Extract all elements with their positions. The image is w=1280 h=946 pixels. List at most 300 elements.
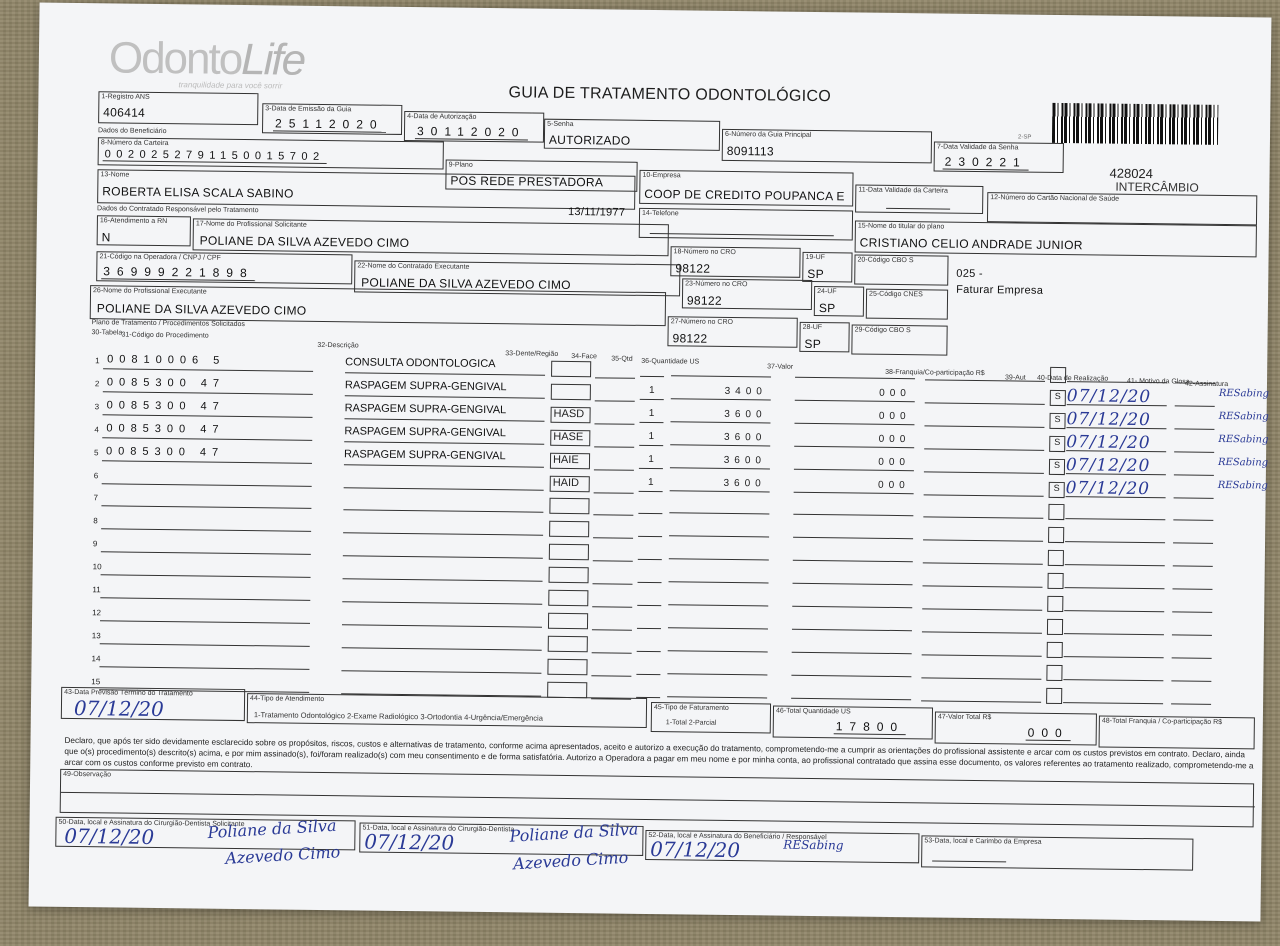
row-signature (1217, 548, 1280, 567)
quantity-field[interactable]: 1 (639, 476, 663, 491)
description-field[interactable] (344, 471, 544, 490)
divider (61, 792, 1255, 808)
aut-field[interactable] (1047, 573, 1063, 589)
dentist-signature-1: Poliane da Silva (207, 815, 337, 843)
glosa-field[interactable] (1174, 414, 1214, 429)
logo-tagline: tranquilidade para você sorrir (178, 80, 283, 91)
quantity-field[interactable]: 1 (640, 385, 664, 400)
label: 44-Tipo de Atendimento (250, 695, 325, 704)
field-carteira[interactable] (98, 137, 444, 169)
field-cbo-29[interactable] (851, 324, 947, 355)
region-field[interactable] (549, 498, 589, 514)
quantity-field[interactable] (637, 614, 661, 629)
label: 23-Número no CRO (685, 280, 748, 289)
value: SP (818, 301, 836, 316)
realization-date-field[interactable] (1064, 569, 1164, 589)
quantity-field[interactable] (636, 660, 660, 675)
value-field[interactable] (793, 524, 913, 539)
value-field[interactable] (793, 501, 913, 516)
field-uf-24[interactable] (814, 286, 864, 317)
quantity-field[interactable] (636, 682, 660, 697)
description-field[interactable] (341, 677, 541, 696)
procedure-code-field[interactable]: 0085300 47 (103, 399, 313, 418)
field-cnes[interactable] (866, 289, 948, 320)
faturar-text: Faturar Empresa (956, 283, 1044, 297)
value-field[interactable]: 000 (794, 478, 914, 493)
value: 25112020 (273, 116, 386, 132)
copart-field[interactable] (921, 686, 1041, 702)
value: 406414 (103, 105, 146, 120)
field-cro-18[interactable] (670, 246, 800, 278)
field-guia-principal[interactable] (722, 129, 932, 164)
glosa-field[interactable] (1171, 666, 1211, 681)
region-field[interactable]: HAIE (550, 452, 590, 468)
label: 16-Atendimento a RN (99, 217, 168, 226)
value-field[interactable]: 000 (795, 387, 915, 402)
row-number: 9 (92, 539, 98, 549)
face-field[interactable] (593, 499, 633, 516)
field-cro-23[interactable] (682, 278, 812, 310)
label: 28-UF (802, 323, 823, 332)
value: ROBERTA ELISA SCALA SABINO (102, 184, 294, 201)
copart-field[interactable] (924, 411, 1044, 427)
region-field[interactable]: HASE (550, 429, 590, 445)
dentist-signature-2b: Azevedo Cimo (512, 847, 629, 874)
value-field[interactable] (792, 593, 912, 608)
description-field[interactable]: RASPAGEM SUPRA-GENGIVAL (345, 402, 545, 421)
value: POLIANE DA SILVA AZEVEDO CIMO (96, 301, 307, 318)
realization-date-field[interactable] (1064, 615, 1164, 635)
us-quantity-field[interactable]: 3600 (670, 408, 770, 423)
value-field[interactable] (791, 661, 911, 676)
copart-field[interactable] (923, 571, 1043, 587)
glosa-field[interactable] (1172, 597, 1212, 612)
field-cnpj[interactable] (96, 251, 352, 284)
field-valor-total[interactable] (935, 712, 1097, 746)
realization-date-field[interactable] (1065, 546, 1165, 566)
realization-date-field[interactable]: 07/12/20 (1067, 386, 1167, 406)
procedure-code-field[interactable] (102, 468, 312, 487)
label: 26-Nome do Profissional Executante (93, 287, 207, 296)
form-sheet (29, 3, 1272, 922)
aut-field[interactable]: S (1050, 390, 1066, 406)
realization-date-field[interactable]: 07/12/20 (1066, 432, 1166, 452)
copart-field[interactable] (924, 434, 1044, 450)
dentist-signature-2: Poliane da Silva (509, 819, 639, 846)
label: 51-Data, local e Assinatura do Cirurgião-Dentista (362, 824, 515, 834)
row-number: 15 (91, 676, 101, 686)
quantity-field[interactable] (637, 591, 661, 606)
aut-field[interactable] (1047, 596, 1063, 612)
description-field[interactable]: RASPAGEM SUPRA-GENGIVAL (344, 425, 544, 444)
value: N (101, 230, 111, 245)
aut-field[interactable] (1047, 642, 1063, 658)
barcode (1052, 103, 1218, 145)
realization-date-field[interactable] (1065, 523, 1165, 543)
aut-field[interactable] (1048, 504, 1064, 520)
field-validade-carteira[interactable] (855, 184, 983, 214)
realization-date-field[interactable] (1067, 363, 1167, 383)
copart-field[interactable] (925, 388, 1045, 404)
region-field[interactable] (547, 658, 587, 674)
field-cro-27[interactable] (667, 316, 797, 348)
row-number: 14 (91, 653, 101, 663)
procedure-code-field[interactable] (101, 559, 311, 578)
region-field[interactable] (549, 567, 589, 583)
row-number: 3 (94, 402, 100, 412)
row-number: 1 (95, 356, 100, 366)
quantity-field[interactable] (637, 637, 661, 652)
face-field[interactable] (593, 522, 633, 539)
description-field[interactable] (342, 585, 542, 604)
aut-field[interactable]: S (1049, 436, 1065, 452)
realization-date-field[interactable]: 07/12/20 (1066, 478, 1166, 498)
glosa-field[interactable] (1175, 391, 1215, 406)
field-previsao[interactable] (61, 687, 245, 721)
value-field[interactable] (792, 616, 912, 631)
description-field[interactable] (343, 517, 543, 536)
procedure-code-field[interactable]: 0085300 47 (102, 422, 312, 441)
realization-date-field[interactable]: 07/12/20 (1066, 455, 1166, 475)
birth-date: 13/11/1977 (567, 205, 626, 219)
row-number: 2 (94, 379, 100, 389)
label: 46-Total Quantidade US (775, 707, 851, 716)
aut-field[interactable]: S (1049, 458, 1065, 474)
label: 7-Data Validade da Senha (936, 143, 1019, 152)
copart-field[interactable] (922, 640, 1042, 656)
value: POLIANE DA SILVA AZEVEDO CIMO (199, 233, 410, 251)
realization-date-field[interactable] (1064, 592, 1164, 612)
field-data-autorizacao[interactable] (404, 111, 544, 143)
aut-field[interactable] (1050, 367, 1066, 383)
face-field[interactable] (594, 407, 634, 424)
header-codigo: 31-Código do Procedimento (121, 331, 209, 340)
realization-date-field[interactable] (1063, 661, 1163, 681)
region-field[interactable] (548, 590, 588, 606)
copart-field[interactable] (923, 549, 1043, 565)
row-signature (1217, 525, 1280, 544)
beneficiary-signature: RESabing (783, 837, 844, 853)
field-cbo-20[interactable] (854, 254, 948, 285)
row-signature (1219, 365, 1280, 384)
quantity-field[interactable]: 1 (639, 408, 663, 423)
procedure-code-field[interactable]: 0085300 47 (103, 376, 313, 395)
section-plano: Plano de Tratamento / Procedimentos Solicitados (91, 319, 246, 329)
row-number: 5 (94, 447, 99, 457)
region-field[interactable] (551, 384, 591, 400)
face-field[interactable] (595, 384, 635, 401)
row-number: 6 (93, 470, 99, 480)
label: 52-Data, local e Assinatura do Beneficiário / Responsável (648, 832, 827, 842)
quantity-field[interactable] (638, 499, 662, 514)
description-field[interactable]: RASPAGEM SUPRA-GENGIVAL (344, 448, 544, 467)
face-field[interactable] (594, 430, 634, 447)
row-number: 8 (93, 516, 98, 526)
value-field[interactable] (791, 684, 911, 699)
description-field[interactable]: RASPAGEM SUPRA-GENGIVAL (345, 379, 545, 398)
header-glosa: 41- Motivo da Glosa (1126, 377, 1190, 386)
us-quantity-field[interactable] (667, 683, 767, 698)
field-tipo-faturamento[interactable] (651, 702, 771, 733)
face-field[interactable] (592, 590, 632, 607)
quantity-field[interactable] (638, 568, 662, 583)
label: 24-UF (817, 288, 837, 296)
header-assinatura: 42-Assinatura (1184, 380, 1229, 389)
value-field[interactable] (795, 364, 915, 379)
us-quantity-field[interactable] (669, 523, 769, 538)
glosa-field[interactable] (1175, 368, 1215, 383)
us-quantity-field[interactable] (671, 362, 771, 377)
value-field[interactable]: 000 (794, 455, 914, 470)
form-title: GUIA DE TRATAMENTO ODONTOLÓGICO (508, 84, 832, 106)
region-field[interactable] (549, 544, 589, 560)
copart-field[interactable] (923, 526, 1043, 542)
date: 07/12/20 (650, 837, 741, 863)
procedure-code-field[interactable] (101, 514, 311, 533)
us-quantity-field[interactable]: 3600 (670, 454, 770, 469)
row-signature: RESabing (1217, 456, 1269, 469)
value-field[interactable] (793, 570, 913, 585)
face-field[interactable] (595, 361, 635, 378)
row-number: 12 (92, 608, 102, 618)
aut-field[interactable] (1046, 665, 1062, 681)
row-signature: RESabing (1218, 387, 1270, 400)
small-code: 2-SP (1017, 134, 1032, 141)
quantity-field[interactable] (638, 545, 662, 560)
value: AUTORIZADO (548, 132, 631, 148)
glosa-field[interactable] (1172, 574, 1212, 589)
realization-date-field[interactable] (1065, 500, 1165, 520)
procedure-code-field[interactable] (101, 536, 311, 555)
glosa-field[interactable] (1174, 460, 1214, 475)
value-field[interactable] (793, 547, 913, 562)
us-quantity-field[interactable]: 3600 (670, 431, 770, 446)
row-number: 4 (94, 424, 99, 434)
label: 9-Plano (448, 161, 473, 169)
field-sig-53[interactable] (921, 835, 1193, 870)
label: 5-Senha (547, 120, 574, 129)
field-tipo-atendimento[interactable] (247, 693, 647, 728)
region-field[interactable] (549, 521, 589, 537)
copart-field[interactable] (921, 663, 1041, 679)
dentist-signature-1b: Azevedo Cimo (224, 842, 341, 868)
header-tabela: 30-Tabela (91, 329, 123, 337)
face-field[interactable] (592, 613, 632, 630)
value (886, 196, 950, 210)
value: 30112020 (415, 124, 528, 140)
value (650, 221, 834, 236)
label: 47-Valor Total R$ (937, 713, 992, 722)
description-field[interactable] (341, 654, 541, 673)
value-field[interactable]: 000 (794, 432, 914, 447)
description-field[interactable] (342, 631, 542, 650)
face-field[interactable] (593, 567, 633, 584)
value-field[interactable]: 000 (794, 410, 914, 425)
procedure-code-field[interactable] (99, 651, 309, 670)
aut-field[interactable] (1046, 687, 1062, 703)
header-data: 40-Data de Realização (1037, 374, 1109, 383)
description-field[interactable]: CONSULTA ODONTOLOGICA (345, 356, 545, 375)
quantity-field[interactable]: 1 (639, 453, 663, 468)
description-field[interactable] (342, 608, 542, 627)
field-nome[interactable] (97, 169, 635, 219)
aut-field[interactable] (1048, 550, 1064, 566)
glosa-field[interactable] (1172, 643, 1212, 658)
field-validade-senha[interactable] (934, 141, 1064, 173)
procedure-code-field[interactable]: 0085300 47 (102, 445, 312, 464)
value: SP (807, 266, 825, 282)
glosa-field[interactable] (1173, 552, 1213, 567)
us-quantity-field[interactable] (668, 591, 768, 606)
copart-field[interactable] (924, 480, 1044, 496)
glosa-field[interactable] (1172, 620, 1212, 635)
field-cns[interactable] (987, 192, 1257, 225)
face-field[interactable] (594, 476, 634, 493)
face-field[interactable] (592, 636, 632, 653)
copart-field[interactable] (925, 365, 1045, 381)
glosa-field[interactable] (1173, 529, 1213, 544)
header-qtd: 35-Qtd (611, 355, 633, 363)
field-telefone[interactable] (639, 208, 853, 241)
copart-field[interactable] (924, 457, 1044, 473)
field-uf-19[interactable] (802, 252, 852, 283)
glosa-field[interactable] (1173, 506, 1213, 521)
quantity-field[interactable] (638, 522, 662, 537)
aut-field[interactable] (1047, 619, 1063, 635)
value: COOP DE CREDITO POUPANCA E (644, 186, 845, 204)
glosa-field[interactable] (1174, 483, 1214, 498)
procedure-code-field[interactable]: 00810006 5 (103, 353, 313, 372)
label: 25-Código CNES (869, 290, 923, 299)
value: 230221 (943, 155, 1029, 171)
field-sig-52[interactable] (645, 830, 919, 863)
field-franquia-total[interactable] (1099, 716, 1255, 750)
field-uf-28[interactable] (799, 322, 849, 353)
label: 18-Número no CRO (673, 248, 736, 257)
region-field[interactable] (548, 636, 588, 652)
us-quantity-field[interactable] (668, 614, 768, 629)
field-atendimento-rn[interactable] (97, 215, 191, 246)
header-valor: 37-Valor (767, 363, 794, 371)
label: 3-Data de Emissão da Guia (265, 105, 352, 114)
value: 36999221898 (101, 264, 256, 281)
face-field[interactable] (591, 659, 631, 676)
value: 98122 (672, 331, 708, 346)
realization-date-field[interactable] (1064, 638, 1164, 658)
face-field[interactable] (594, 453, 634, 470)
header-aut: 39-Aut (1005, 374, 1026, 382)
us-quantity-field[interactable]: 3400 (671, 385, 771, 400)
glosa-field[interactable] (1171, 689, 1211, 704)
us-quantity-field[interactable] (669, 500, 769, 515)
label: 6-Número da Guia Principal (724, 130, 812, 139)
row-number: 7 (93, 493, 99, 503)
value: POLIANE DA SILVA AZEVEDO CIMO (361, 275, 571, 293)
region-field[interactable] (547, 681, 587, 697)
row-signature (1217, 502, 1280, 521)
label: 50-Data, local e Assinatura do Cirurgião-Dentista Solicitante (58, 818, 245, 829)
us-quantity-field[interactable] (667, 660, 767, 675)
section-contratado: Dados do Contratado Responsável pelo Tratamento (97, 205, 259, 215)
value: 07/12/20 (73, 695, 164, 722)
field-titular[interactable] (855, 220, 1257, 257)
quantity-field[interactable] (640, 362, 664, 377)
label: 49-Observação (63, 770, 112, 779)
region-field[interactable]: HAID (550, 475, 590, 491)
row-number: 10 (92, 562, 102, 572)
form-code: 428024 (1109, 165, 1154, 182)
field-registro-ans[interactable] (98, 91, 258, 125)
us-quantity-field[interactable]: 3600 (670, 477, 770, 492)
label: 43-Data Previsão Término do Tratamento (64, 688, 193, 698)
us-quantity-field[interactable] (668, 637, 768, 652)
row-signature: RESabing (1218, 433, 1269, 446)
aut-field[interactable]: S (1049, 413, 1065, 429)
field-qtd-total[interactable] (773, 706, 933, 740)
aut-field[interactable] (1048, 527, 1064, 543)
field-empresa[interactable] (639, 170, 853, 207)
glosa-field[interactable] (1174, 437, 1214, 452)
row-signature (1216, 571, 1280, 590)
label: 11-Data Validade da Carteira (858, 186, 949, 195)
row-signature (1216, 594, 1280, 613)
region-field[interactable] (548, 613, 588, 629)
label: 29-Código CBO S (854, 326, 911, 335)
quantity-field[interactable]: 1 (639, 431, 663, 446)
procedure-code-field[interactable] (100, 582, 310, 601)
label: 15-Nome do titular do plano (857, 222, 945, 231)
face-field[interactable] (593, 544, 633, 561)
value (932, 848, 1006, 862)
header-qtd-us: 36-Quantidade US (641, 357, 700, 366)
label: 10-Empresa (642, 171, 681, 180)
copart-field[interactable] (923, 503, 1043, 519)
procedure-code-field[interactable] (100, 605, 310, 624)
row-signature (1215, 663, 1280, 682)
label: 13-Nome (100, 171, 130, 179)
value: 98122 (675, 261, 711, 276)
row-number: 11 (92, 585, 101, 595)
procedure-code-field[interactable] (101, 491, 311, 510)
row-number: 13 (91, 630, 101, 641)
value-field[interactable] (792, 639, 912, 654)
odontolife-logo: OdontoLife (108, 33, 305, 85)
value: CRISTIANO CELIO ANDRADE JUNIOR (859, 235, 1083, 253)
region-field[interactable]: HASD (550, 407, 590, 423)
copart-field[interactable] (922, 594, 1042, 610)
description-field[interactable] (343, 562, 543, 581)
field-data-emissao[interactable] (262, 103, 402, 135)
description-field[interactable] (343, 539, 543, 558)
label: 20-Código CBO S (857, 256, 914, 265)
us-quantity-field[interactable] (669, 568, 769, 583)
form-category: INTERCÂMBIO (1115, 179, 1199, 195)
aut-field[interactable]: S (1049, 481, 1065, 497)
field-senha[interactable] (544, 119, 720, 151)
region-field[interactable] (551, 361, 591, 377)
date: 07/12/20 (64, 823, 155, 849)
copart-field[interactable] (922, 617, 1042, 633)
procedure-code-field[interactable] (100, 628, 310, 647)
field-prof-solicitante[interactable] (193, 218, 669, 256)
declaration-text: Declaro, que após ter sido devidamente esclarecido sobre os propósitos, riscos, custos e alternativas de tratamento, conforme acima apresentados, aceito e autorizo a execução do tratamento, comprometendo-me a cumprir as orientações do profissional assistente e arcar com os custos previstos em contrato. Declaro, ainda que o(s) procedimento(s) descrito(s) acima, e por mim assinado(s), foi/foram realizado(s) com meu consentimento e de forma satisfatória. Autorizo a Operadora a pagar em meu nome e por minha conta, ao profissional contratado que assina esse documento, os valores referentes ao tratamento realizado, comprometendo-me a arcar com os custos conforme previsto em contrato. (64, 735, 1254, 771)
label: 45-Tipo de Faturamento (653, 704, 729, 712)
options: 1-Total 2-Parcial (665, 719, 717, 727)
description-field[interactable] (343, 494, 543, 513)
realization-date-field[interactable]: 07/12/20 (1066, 409, 1166, 429)
us-quantity-field[interactable] (669, 545, 769, 560)
realization-date-field[interactable] (1063, 684, 1163, 704)
